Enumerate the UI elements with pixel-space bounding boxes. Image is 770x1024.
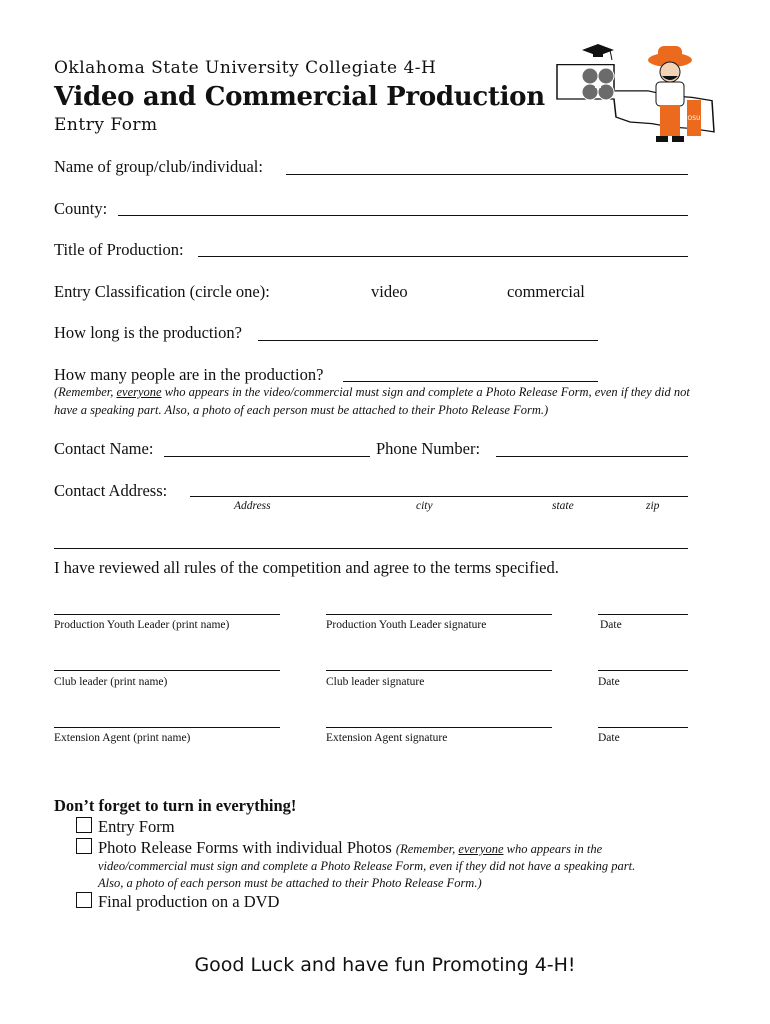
checkbox-icon[interactable]: [76, 892, 92, 908]
people-note: (Remember, everyone who appears in the video/commercial must sign and complete a Photo Release Form, even if they did not have a speaking part. Also, a photo of each person must be attached to their Photo Release Form.): [54, 385, 690, 417]
photo-release-note-line-2: video/commercial must sign and complete a Photo Release Form, even if they did not have a speaking part.: [98, 859, 636, 873]
club-leader-signature-caption: Club leader signature: [326, 676, 425, 688]
phone-label: Phone Number:: [376, 439, 481, 458]
youth-leader-signature-caption: Production Youth Leader signature: [326, 619, 487, 631]
contact-name-field[interactable]: [164, 456, 370, 457]
footer-message: Good Luck and have fun Promoting 4-H!: [194, 954, 576, 976]
institution-name: Oklahoma State University Collegiate 4-H: [54, 58, 437, 78]
club-leader-name-caption: Club leader (print name): [54, 676, 168, 688]
youth-leader-signature-field[interactable]: [326, 614, 552, 615]
phone-field[interactable]: [496, 456, 688, 457]
youth-leader-name-caption: Production Youth Leader (print name): [54, 619, 230, 631]
pistol-pete-mascot-icon: [648, 46, 701, 142]
classification-commercial-option[interactable]: commercial: [507, 282, 585, 301]
checklist-item-dvd[interactable]: Final production on a DVD: [76, 892, 279, 912]
svg-text:OSU: OSU: [687, 115, 701, 122]
production-title-label: Title of Production:: [54, 240, 184, 259]
production-title-field[interactable]: [198, 256, 688, 257]
youth-leader-date-field[interactable]: [598, 614, 688, 615]
classification-label: Entry Classification (circle one):: [54, 282, 270, 301]
form-title: Video and Commercial Production: [54, 82, 545, 112]
address-field[interactable]: [190, 496, 688, 497]
people-label: How many people are in the production?: [54, 365, 324, 384]
extension-agent-name-caption: Extension Agent (print name): [54, 732, 191, 744]
county-label: County:: [54, 199, 108, 218]
club-leader-name-field[interactable]: [54, 670, 280, 671]
graduation-cap-icon: [582, 44, 614, 60]
group-field[interactable]: [286, 174, 688, 175]
extension-agent-date-field[interactable]: [598, 727, 688, 728]
county-field[interactable]: [118, 215, 688, 216]
checklist-item-entry-form[interactable]: Entry Form: [76, 817, 175, 837]
svg-text:H: H: [594, 81, 602, 91]
agreement-statement: I have reviewed all rules of the competition and agree to the terms specified.: [54, 558, 559, 577]
extension-agent-name-field[interactable]: [54, 727, 280, 728]
address-label: Contact Address:: [54, 481, 168, 500]
zip-caption: zip: [646, 500, 660, 512]
extension-agent-signature-field[interactable]: [326, 727, 552, 728]
photo-release-note-line-3: Also, a photo of each person must be attached to their Photo Release Form.): [98, 876, 482, 890]
people-field[interactable]: [343, 381, 598, 382]
checkbox-icon[interactable]: [76, 838, 92, 854]
club-leader-date-field[interactable]: [598, 670, 688, 671]
osu-4h-logo: [552, 40, 722, 150]
group-label: Name of group/club/individual:: [54, 157, 263, 176]
clover-icon: [582, 68, 614, 100]
length-field[interactable]: [258, 340, 598, 341]
classification-video-option[interactable]: video: [371, 282, 408, 301]
extension-agent-date-caption: Date: [598, 732, 620, 744]
photo-release-note: (Remember, everyone who appears in the: [395, 842, 603, 856]
contact-name-label: Contact Name:: [54, 439, 154, 458]
address-second-line-field[interactable]: [54, 548, 688, 549]
city-caption: city: [416, 500, 433, 512]
extension-agent-signature-caption: Extension Agent signature: [326, 732, 448, 744]
youth-leader-name-field[interactable]: [54, 614, 280, 615]
club-leader-date-caption: Date: [598, 676, 620, 688]
address-caption: Address: [234, 500, 271, 512]
checklist-heading: Don’t forget to turn in everything!: [54, 796, 297, 815]
form-subtitle: Entry Form: [54, 115, 158, 135]
youth-leader-date-caption: Date: [600, 619, 622, 631]
length-label: How long is the production?: [54, 323, 242, 342]
checkbox-icon[interactable]: [76, 817, 92, 833]
checklist-item-photo-release[interactable]: Photo Release Forms with individual Photos (Remember, everyone who appears in the: [76, 838, 602, 858]
club-leader-signature-field[interactable]: [326, 670, 552, 671]
state-caption: state: [552, 500, 574, 512]
